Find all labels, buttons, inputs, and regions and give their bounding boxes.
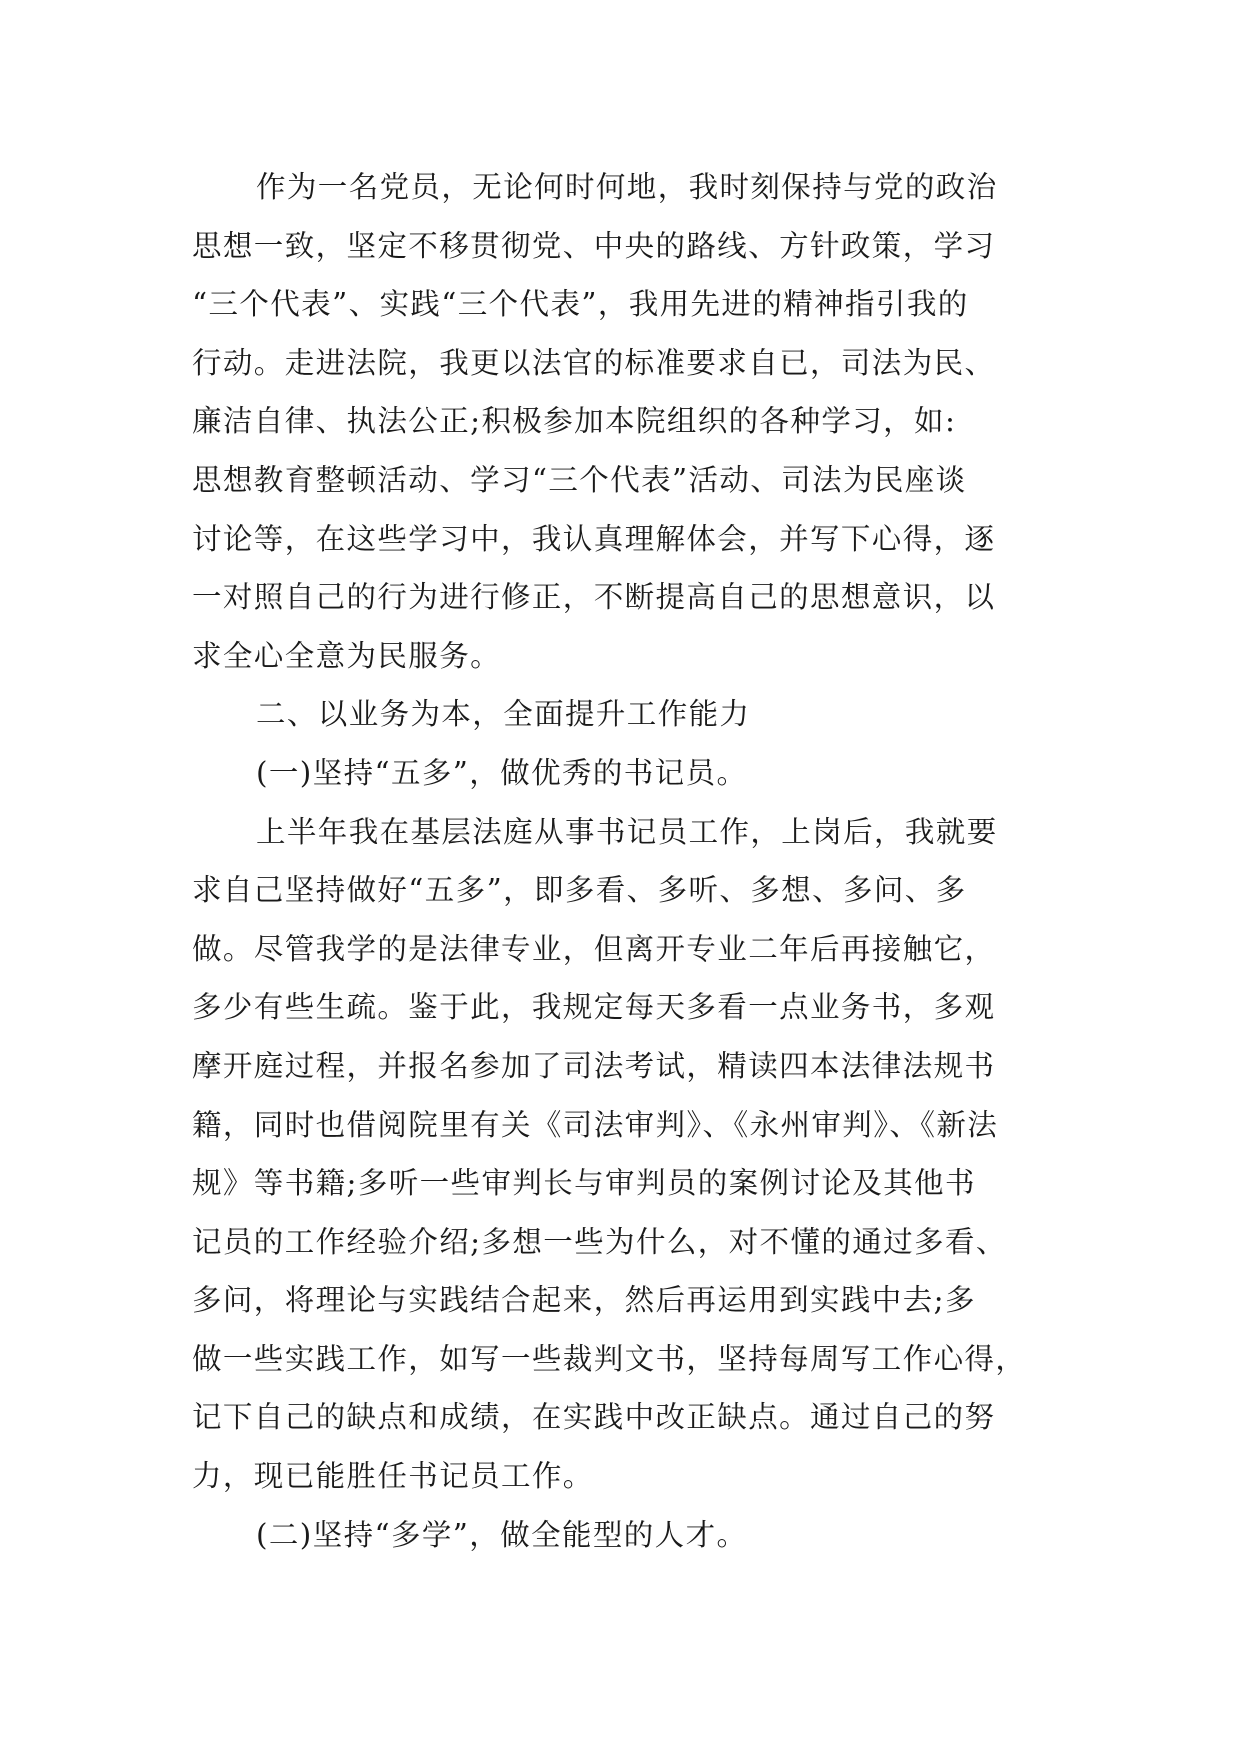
paragraph-line: 思想教育整顿活动、学习“三个代表”活动、司法为民座谈 — [192, 462, 967, 497]
paragraph-line: 记下自己的缺点和成绩，在实践中改正缺点。通过自己的努 — [192, 1400, 996, 1435]
paragraph-line: 思想一致，坚定不移贯彻党、中央的路线、方针政策，学习 — [192, 228, 996, 263]
paragraph-line: 上半年我在基层法庭从事书记员工作，上岗后，我就要 — [256, 814, 998, 849]
paragraph-line: 作为一名党员，无论何时何地，我时刻保持与党的政治 — [256, 170, 998, 204]
paragraph-line: 廉洁自律、执法公正;积极参加本院组织的各种学习，如: — [192, 404, 957, 439]
paragraph-line: 籍，同时也借阅院里有关《司法审判》、《永州审判》、《新法 — [192, 1107, 999, 1142]
paragraph-line: 多少有些生疏。鉴于此，我规定每天多看一点业务书，多观 — [192, 990, 996, 1025]
paragraph-line: 讨论等，在这些学习中，我认真理解体会，并写下心得，逐 — [192, 521, 996, 556]
section-heading: 二、以业务为本，全面提升工作能力 — [256, 697, 751, 732]
paragraph-line: 力，现已能胜任书记员工作。 — [192, 1459, 594, 1494]
paragraph-line: 行动。走进法院，我更以法官的标准要求自已，司法为民、 — [192, 345, 996, 380]
paragraph-line: 摩开庭过程，并报名参加了司法考试，精读四本法律法规书 — [192, 1048, 996, 1083]
paragraph-line: “三个代表”、实践“三个代表”，我用先进的精神指引我的 — [192, 287, 969, 322]
paragraph-line: 做。尽管我学的是法律专业，但离开专业二年后再接触它， — [192, 931, 996, 966]
paragraph-line: 求自己坚持做好“五多”，即多看、多听、多想、多问、多 — [192, 873, 967, 908]
paragraph-line: 多问，将理论与实践结合起来，然后再运用到实践中去;多 — [192, 1283, 976, 1318]
paragraph-line: 做一些实践工作，如写一些裁判文书，坚持每周写工作心得， — [192, 1341, 1027, 1376]
document-body — [192, 158, 1052, 1564]
paragraph-line: 求全心全意为民服务。 — [192, 638, 502, 673]
paragraph-line: 一对照自己的行为进行修正，不断提高自己的思想意识，以 — [192, 580, 996, 615]
paragraph-line: 记员的工作经验介绍;多想一些为什么，对不懂的通过多看、 — [192, 1224, 1007, 1259]
subsection-heading: (二)坚持“多学”，做全能型的人才。 — [256, 1517, 748, 1552]
paragraph-line: 规》等书籍;多听一些审判长与审判员的案例讨论及其他书 — [192, 1166, 976, 1201]
subsection-heading: (一)坚持“五多”，做优秀的书记员。 — [256, 755, 748, 790]
